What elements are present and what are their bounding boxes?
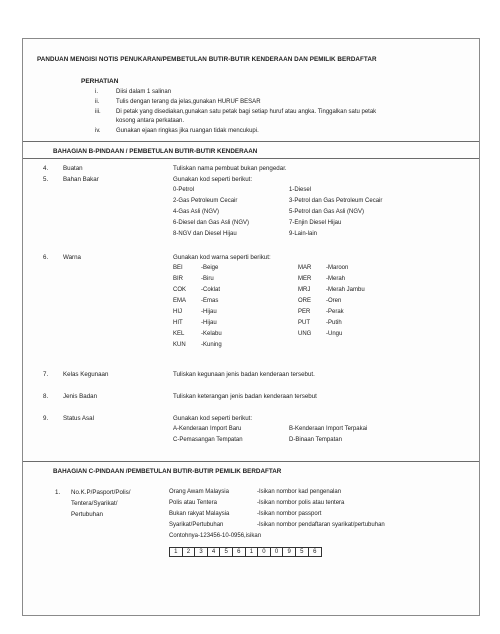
fuel-code: 1-Diesel — [289, 187, 312, 193]
owner-type: Polis atau Tentera — [169, 500, 217, 506]
status-code: A-Kenderaan Import Baru — [173, 426, 242, 432]
fuel-code: 9-Lain-lain — [289, 231, 318, 237]
fuel-code: 3-Petrol dan Gas Petroleum Cecair — [289, 198, 383, 204]
color-code: BIR — [173, 276, 184, 282]
section-b-title: BAHAGIAN B-PINDAAN / PEMBETULAN BUTIR-BUTIR KENDERAAN — [53, 148, 258, 155]
note-number: iv. — [95, 128, 101, 134]
color-code: HIT — [173, 320, 183, 326]
example-box: 5 — [220, 548, 233, 556]
color-name: -Merah Jambu — [326, 287, 365, 293]
color-code: BEI — [173, 265, 183, 271]
item-label-id-line: No.K.P/Pasport/Polis/ — [71, 489, 131, 496]
example-box: 0 — [271, 548, 284, 556]
fuel-code: 6-Diesel dan Gas Asli (NGV) — [173, 220, 250, 226]
example-box: 4 — [208, 548, 221, 556]
example-box: 6 — [233, 548, 246, 556]
item-text-jenis: Tuliskan keterangan jenis badan kenderaan tersebut — [173, 393, 317, 400]
item-label-kelas: Kelas Kegunaan — [63, 371, 109, 378]
item-label-jenis: Jenis Badan — [63, 393, 98, 400]
color-name: -Putih — [326, 320, 342, 326]
color-name: -Kuning — [201, 342, 222, 348]
color-name: -Emas — [201, 298, 219, 304]
fuel-code: 7-Enjin Diesel Hijau — [289, 220, 342, 226]
item-number: 7. — [43, 371, 49, 378]
example-text: Contohnya-123456-10-0956,isikan — [169, 533, 262, 539]
example-box: 5 — [296, 548, 309, 556]
example-box: 3 — [195, 548, 208, 556]
example-box: 2 — [183, 548, 196, 556]
item-label-buatan: Buatan — [63, 165, 83, 172]
owner-desc: -Isikan nombor pendaftaran syarikat/pertubuhan — [257, 522, 385, 528]
item-number: 4. — [43, 165, 49, 172]
fuel-code: 4-Gas Asli (NGV) — [173, 209, 220, 215]
status-intro: Gunakan kod seperti berikut: — [173, 415, 253, 422]
warna-intro: Gunakan kod warna seperti berikut: — [173, 254, 271, 261]
note-number: iii. — [95, 109, 101, 115]
owner-desc: -Isikan nombor polis atau tentera — [257, 500, 345, 506]
fuel-code: 5-Petrol dan Gas Asli (NGV) — [289, 209, 365, 215]
example-boxes — [169, 547, 322, 557]
owner-type: Bukan rakyat Malaysia — [169, 511, 230, 517]
note-number: ii. — [95, 99, 100, 105]
item-number: 8. — [43, 393, 49, 400]
item-label-id-line: Tentera/Syarikat/ — [71, 500, 118, 507]
owner-type: Syarikat/Pertubuhan — [169, 522, 224, 528]
color-code: KUN — [173, 342, 186, 348]
perhatian-heading: PERHATIAN — [81, 78, 119, 85]
note-text: Gunakan ejaan ringkas jika ruangan tidak mencukupi. — [116, 128, 259, 134]
color-code: PER — [298, 309, 311, 315]
color-name: -Biru — [201, 276, 214, 282]
owner-type: Orang Awam Malaysia — [169, 489, 229, 495]
note-text: Diisi dalam 1 salinan — [116, 89, 172, 95]
item-number: 9. — [43, 415, 49, 422]
color-code: PUT — [298, 320, 310, 326]
fuel-code: 2-Gas Petroleum Cecair — [173, 198, 238, 204]
guide-page — [22, 38, 480, 616]
note-number: i. — [95, 89, 98, 95]
page-title: PANDUAN MENGISI NOTIS PENUKARAN/PEMBETULAN BUTIR-BUTIR KENDERAAN DAN PEMILIK BERDAFTAR — [37, 56, 377, 63]
item-number: 1. — [55, 489, 61, 496]
color-code: MRJ — [298, 287, 311, 293]
color-name: -Beige — [201, 265, 219, 271]
example-box: 1 — [246, 548, 259, 556]
divider — [23, 141, 479, 142]
status-code: B-Kenderaan Import Terpakai — [289, 426, 368, 432]
color-code: KEL — [173, 331, 185, 337]
note-text: Di petak yang disediakan,gunakan satu petak bagi setiap huruf atau angka. Tinggalkan satu petak — [116, 109, 377, 115]
item-label-warna: Warna — [63, 254, 81, 261]
item-number: 5. — [43, 176, 49, 183]
owner-desc: -Isikan nombor kad pengenalan — [257, 489, 342, 495]
fuel-code: 8-NGV dan Diesel Hijau — [173, 231, 237, 237]
color-code: MER — [298, 276, 312, 282]
example-box: 6 — [313, 549, 317, 555]
fuel-code: 0-Petrol — [173, 187, 195, 193]
example-box: 0 — [258, 548, 271, 556]
color-name: -Perak — [326, 309, 344, 315]
note-text: kosong antara perkataan. — [116, 118, 185, 124]
color-name: -Oren — [326, 298, 342, 304]
divider — [23, 461, 479, 462]
item-label-bahan-bakar: Bahan Bakar — [63, 176, 99, 183]
color-name: -Coklat — [201, 287, 221, 293]
example-box: 9 — [283, 548, 296, 556]
item-text-buatan: Tuliskan nama pembuat bukan pengedar. — [173, 165, 287, 172]
color-name: -Ungu — [326, 331, 343, 337]
item-label-id-line: Pertubuhan — [71, 511, 103, 518]
color-name: -Maroon — [326, 265, 349, 271]
color-code: COK — [173, 287, 187, 293]
color-code: ORE — [298, 298, 312, 304]
status-code: C-Pemasangan Tempatan — [173, 437, 243, 443]
note-text: Tulis dengan terang da jelas,gunakan HURUF BESAR — [116, 99, 261, 105]
color-code: EMA — [173, 298, 187, 304]
owner-desc: -Isikan nombor passport — [257, 511, 322, 517]
item-label-status: Status Asal — [63, 415, 94, 422]
example-box: 1 — [170, 548, 183, 556]
status-code: D-Binaan Tempatan — [289, 437, 342, 443]
item-text-kelas: Tuliskan kegunaan jenis badan kenderaan tersebut. — [173, 371, 315, 378]
color-code: HIJ — [173, 309, 182, 315]
color-name: -Merah — [326, 276, 346, 282]
section-c-title: BAHAGIAN C-PINDAAN /PEMBETULAN BUTIR-BUTIR PEMILIK BERDAFTAR — [53, 468, 282, 475]
item-number: 6. — [43, 254, 49, 261]
color-code: UNG — [298, 331, 312, 337]
color-name: -Hijau — [201, 320, 217, 326]
color-code: MAR — [298, 265, 312, 271]
color-name: -Kelabu — [201, 331, 222, 337]
divider — [23, 158, 479, 159]
color-name: -Hijau — [201, 309, 217, 315]
bahan-bakar-intro: Gunakan kod seperti berikut: — [173, 176, 253, 183]
